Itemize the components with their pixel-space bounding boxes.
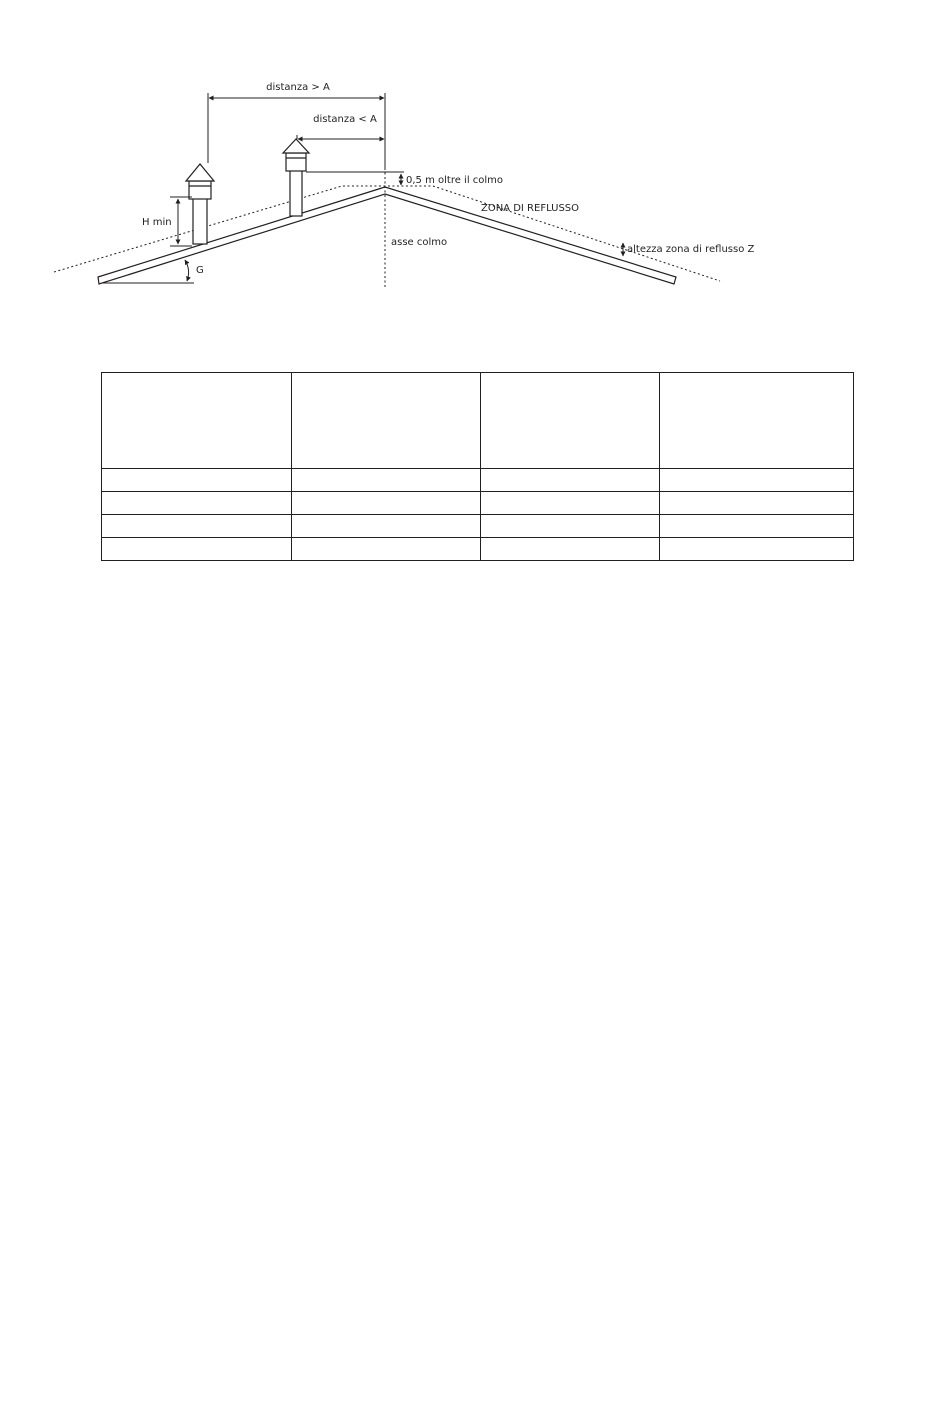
- chimney-near: [283, 139, 309, 216]
- table-cell: [292, 515, 481, 538]
- roof-chimney-diagram: [0, 0, 950, 340]
- table-cell: [660, 538, 854, 561]
- table-cell: [481, 538, 660, 561]
- table-cell: [481, 515, 660, 538]
- table-cell: [660, 469, 854, 492]
- table-cell: [292, 469, 481, 492]
- table-cell: [660, 373, 854, 469]
- table-header-row: [102, 373, 854, 469]
- table-row: [102, 492, 854, 515]
- table-cell: [292, 373, 481, 469]
- table-cell: [660, 492, 854, 515]
- table-cell: [481, 492, 660, 515]
- table-cell: [102, 469, 292, 492]
- label-asse-colmo: asse colmo: [391, 237, 448, 248]
- table-cell: [481, 373, 660, 469]
- table-cell: [660, 515, 854, 538]
- label-distanza-gt-a: distanza > A: [266, 82, 330, 93]
- table-cell: [481, 469, 660, 492]
- dimension-h-min: [170, 197, 192, 246]
- label-h-min: H min: [142, 217, 172, 228]
- dimension-distanza-lt-a: [297, 135, 384, 139]
- roof-slab: [98, 187, 676, 284]
- label-distanza-lt-a: distanza < A: [313, 114, 377, 125]
- label-altezza-zona: altezza zona di reflusso Z: [627, 244, 755, 255]
- table-cell: [292, 492, 481, 515]
- specs-table: [101, 372, 854, 561]
- table-row: [102, 469, 854, 492]
- label-zona-reflusso: ZONA DI REFLUSSO: [481, 203, 580, 214]
- table-cell: [102, 538, 292, 561]
- table-row: [102, 515, 854, 538]
- label-oltre-colmo: 0,5 m oltre il colmo: [406, 175, 504, 186]
- dimension-half-meter: [306, 172, 404, 185]
- table-row: [102, 538, 854, 561]
- table-cell: [292, 538, 481, 561]
- table-cell: [102, 492, 292, 515]
- chimney-far: [186, 164, 214, 244]
- table-cell: [102, 515, 292, 538]
- label-angle-g: G: [196, 265, 204, 276]
- table-cell: [102, 373, 292, 469]
